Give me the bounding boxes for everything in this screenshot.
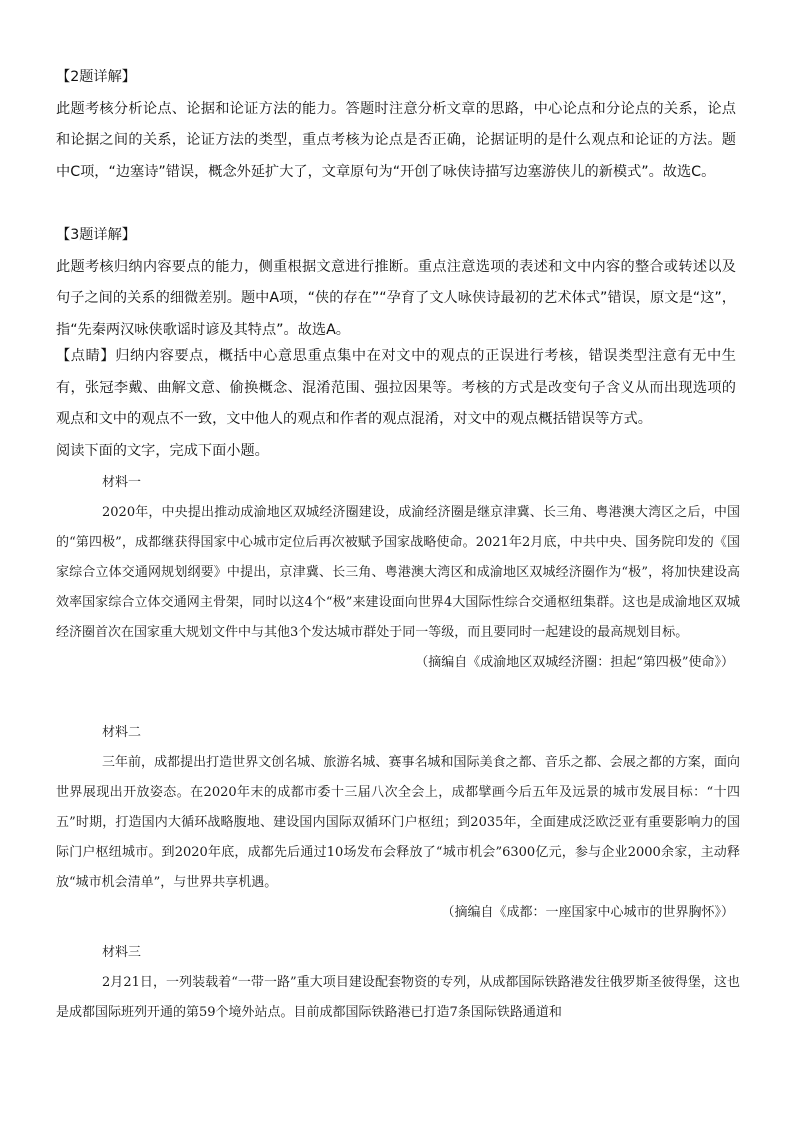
material-two: [56, 718, 740, 928]
material-text: 三年前，成都提出打造世界文创名城、旅游名城、赛事名城和国际美食之都、音乐之都、会展之都的方案，面向世界展现出开放姿态。在2020年末的成都市委十三届八次全会上，成都擘画今后五年及远景的城市发展目标：“十四五”时期，打造国内大循环战略腹地、建设国内国际双循环门户枢纽；到2035年，全面建成泛欧泛亚有重要影响力的国际门户枢纽城市。到2020年底，成都先后通过10场发布会释放了“城市机会”6300亿元，参与企业2000余家，主动释放“城市机会清单”，与世界共享机遇。: [56, 755, 740, 890]
q2-heading: 【2题详解】: [56, 69, 136, 85]
q3-body: 此题考核归纳内容要点的能力，侧重根据文意进行推断。重点注意选项的表述和文中内容的整合或转述以及句子之间的关系的细微差别。题中A项，“侠的存在”“孕育了文人咏侠诗最初的艺术体式”错误，原文是“这”，指“先秦两汉咏侠歌谣时谚及其特点”。故选A。: [56, 258, 736, 338]
material-source: （摘编自《成都：一座国家中心城市的世界胸怀》）: [441, 905, 734, 920]
q2-body: 此题考核分析论点、论据和论证方法的能力。答题时注意分析文章的思路，中心论点和分论点的关系，论点和论据之间的关系，论证方法的类型，重点考核为论点是否正确，论据证明的是什么观点和论证的方法。题中C项，“边塞诗”错误，概念外延扩大了，文章原句为“开创了咏侠诗描写边塞游侠儿的新模式”。故选C。: [56, 100, 736, 180]
material-text: 2020年，中央提出推动成渝地区双城经济圈建设，成渝经济圈是继京津冀、长三角、粤港澳大湾区之后，中国的“第四极”，成都继获得国家中心城市定位后再次被赋予国家战略使命。2021年2月底，中共中央、国务院印发的《国家综合立体交通网规划纲要》中提出，京津冀、长三角、粤港澳大湾区和成渝地区双城经济圈作为“极”，将加快建设高效率国家综合立体交通网主骨架，同时以这4个“极”来建设面向世界4大国际性综合交通枢纽集群。这也是成渝地区双城经济圈首次在国家重大规划文件中与其他3个发达城市群处于同一等级，而且要同时一起建设的最高规划目标。: [56, 505, 740, 640]
tip-explanation: [56, 341, 736, 467]
q3-heading: 【3题详解】: [56, 227, 136, 243]
material-label: 材料二: [102, 725, 142, 740]
material-text: 2月21日，一列装载着“一带一路”重大项目建设配套物资的专列，从成都国际铁路港发往俄罗斯圣彼得堡，这也是成都国际班列开通的第59个境外站点。目前成都国际铁路港已打造7条国际铁路通道和: [56, 975, 740, 1020]
material-label: 材料一: [102, 475, 142, 490]
reading-instruction: 阅读下面的文字，完成下面小题。: [56, 442, 269, 459]
material-one: [56, 468, 740, 678]
q3-explanation: [56, 220, 736, 346]
material-label: 材料三: [102, 945, 142, 960]
material-three: [56, 938, 740, 1028]
tip-heading: 【点睛】: [56, 348, 116, 364]
material-source: （摘编自《成渝地区双城经济圈：担起“第四极”使命》）: [415, 655, 734, 670]
tip-body: 归纳内容要点，概括中心意思重点集中在对文中的观点的正误进行考核，错误类型注意有无中生有，张冠李戴、曲解文意、偷换概念、混淆范围、强拉因果等。考核的方式是改变句子含义从而出现选项的观点和文中的观点不一致，文中他人的观点和作者的观点混淆，对文中的观点概括错误等方式。: [56, 348, 736, 427]
q2-explanation: [56, 62, 736, 188]
